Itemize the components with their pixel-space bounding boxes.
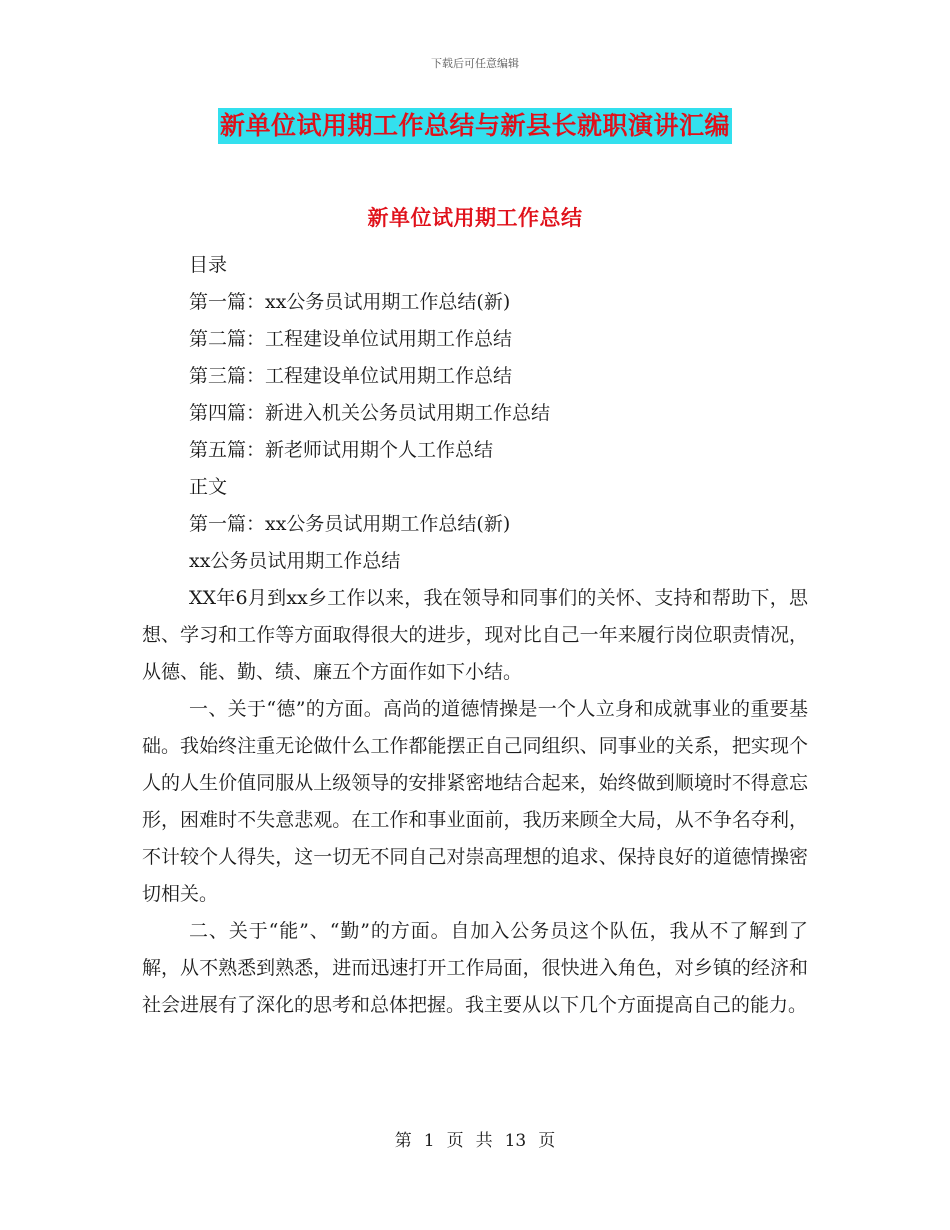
paragraph: XX年6月到xx乡工作以来，我在领导和同事们的关怀、支持和帮助下，思想、学习和工作等方面取得很大的进步，现对比自己一年来履行岗位职责情况，从德、能、勤、绩、廉五个方面作如下小结。 [142,587,808,683]
toc-item: 第三篇：工程建设单位试用期工作总结 [189,365,513,387]
paragraph: 二、关于“能”、“勤”的方面。自加入公务员这个队伍，我从不了解到了解，从不熟悉到熟悉，进而迅速打开工作局面，很快进入角色，对乡镇的经济和社会进展有了深化的思考和总体把握。我主要从以下几个方面提高自己的能力。 [142,920,808,1016]
part-subtitle: xx公务员试用期工作总结 [189,550,401,572]
footer-page-label: 页 [446,1131,464,1151]
footer-prefix: 第 [394,1131,412,1151]
main-title: 新单位试用期工作总结与新县长就职演讲汇编 [218,108,732,144]
toc-item: 第一篇：xx公务员试用期工作总结(新) [189,291,511,313]
toc-item: 第二篇：工程建设单位试用期工作总结 [189,328,513,350]
toc-item: 第五篇：新老师试用期个人工作总结 [189,439,494,461]
footer-page-number: 1 [423,1131,435,1151]
body-heading: 正文 [189,476,228,498]
page-footer [0,1126,950,1151]
toc-heading: 目录 [189,254,228,276]
document-body [142,247,808,1024]
main-title-wrap [0,108,950,144]
footer-total-label: 共 [475,1131,493,1151]
part-title: 第一篇：xx公务员试用期工作总结(新) [189,513,511,535]
footer-total-pages: 13 [504,1131,527,1151]
paragraph: 一、关于“德”的方面。高尚的道德情操是一个人立身和成就事业的重要基础。我始终注重无论做什么工作都能摆正自己同组织、同事业的关系，把实现个人的人生价值同服从上级领导的安排紧密地结合起来，始终做到顺境时不得意忘形，困难时不失意悲观。在工作和事业面前，我历来顾全大局，从不争名夺利，不计较个人得失，这一切无不同自己对崇高理想的追求、保持良好的道德情操密切相关。 [142,698,808,905]
toc-item: 第四篇：新进入机关公务员试用期工作总结 [189,402,551,424]
header-note: 下载后可任意编辑 [431,57,519,70]
footer-suffix: 页 [538,1131,556,1151]
section-title: 新单位试用期工作总结 [367,205,583,230]
